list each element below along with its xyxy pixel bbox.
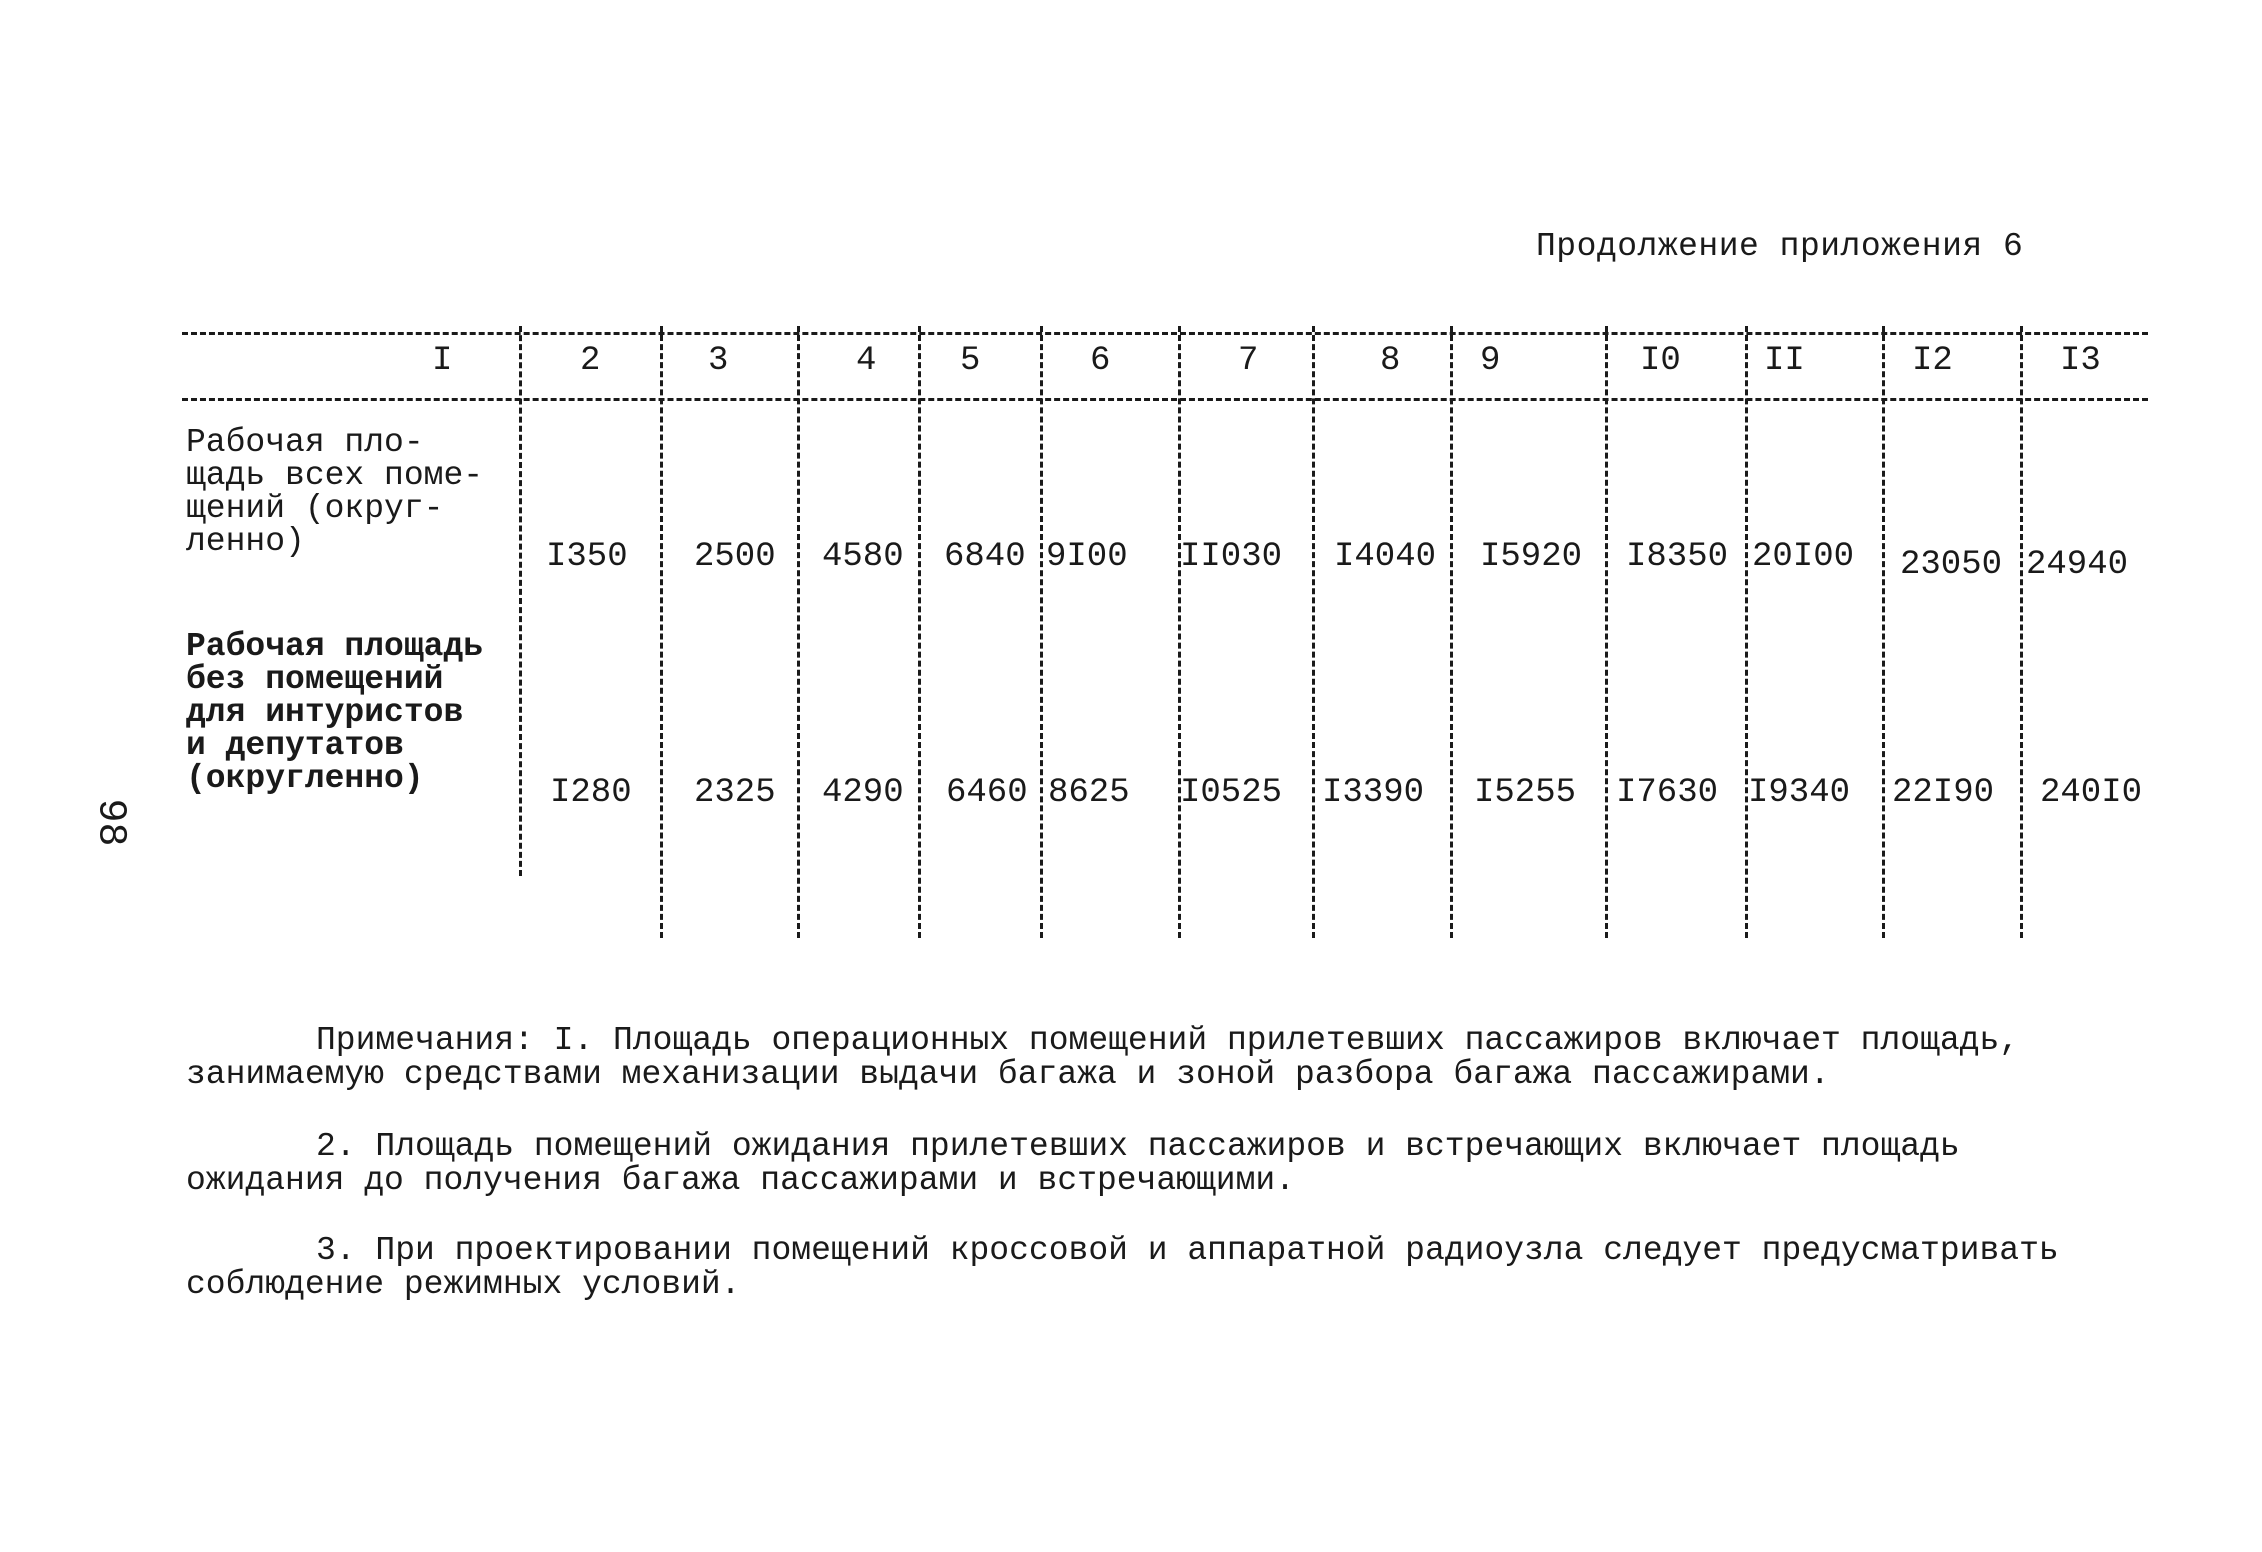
- col-divider: [1745, 326, 1748, 938]
- header-cell-12: I2: [1912, 342, 1953, 380]
- table-cell: I280: [550, 774, 632, 812]
- col-divider: [519, 326, 522, 876]
- header-cell-2: 2: [580, 342, 601, 380]
- col-divider: [660, 326, 663, 938]
- table-cell: I9340: [1748, 774, 1851, 812]
- header-cell-7: 7: [1238, 342, 1259, 380]
- table-cell: 2500: [694, 538, 776, 576]
- header-cell-6: 6: [1090, 342, 1111, 380]
- table-cell: 22I90: [1892, 774, 1995, 812]
- table-cell: I4040: [1334, 538, 1437, 576]
- row-label-total-area: Рабочая пло- щадь всех поме- щений (округ- ленно): [186, 424, 484, 560]
- table-cell: 6460: [946, 774, 1028, 812]
- note-3: 3. При проектировании помещений кроссовой и аппаратной радиоузла следует предусматривать соблюдение режимных условий.: [186, 1232, 2059, 1303]
- col-divider: [797, 326, 800, 938]
- table-cell: 6840: [944, 538, 1026, 576]
- header-cell-3: 3: [708, 342, 729, 380]
- col-divider: [2020, 326, 2023, 938]
- header-cell-4: 4: [856, 342, 877, 380]
- col-divider: [1040, 326, 1043, 938]
- table-cell: 8625: [1048, 774, 1130, 812]
- table-cell: II030: [1180, 538, 1283, 576]
- header-cell-10: I0: [1640, 342, 1681, 380]
- table-cell: I5255: [1474, 774, 1577, 812]
- table-cell: 9I00: [1046, 538, 1128, 576]
- header-cell-11: II: [1764, 342, 1805, 380]
- header-cell-1: I: [432, 342, 453, 380]
- header-cell-9: 9: [1480, 342, 1501, 380]
- col-divider: [1312, 326, 1315, 938]
- table-cell: I3390: [1322, 774, 1425, 812]
- page-number: 98: [87, 798, 133, 847]
- col-divider: [1605, 326, 1608, 938]
- table-cell: I350: [546, 538, 628, 576]
- table-cell: I5920: [1480, 538, 1583, 576]
- table-cell: I7630: [1616, 774, 1719, 812]
- row-label-area-without-special: Рабочая площадь без помещений для интуристов и депутатов (округленно): [186, 628, 484, 797]
- table-cell: I8350: [1626, 538, 1729, 576]
- table-cell: 2325: [694, 774, 776, 812]
- table-cell: 24940: [2026, 546, 2129, 584]
- table-cell: 20I00: [1752, 538, 1855, 576]
- col-divider: [1178, 326, 1181, 938]
- note-1: Примечания: I. Площадь операционных помещений прилетевших пассажиров включает площадь, занимаемую средствами механизации выдачи багажа и зоной разбора багажа пассажирами.: [186, 1022, 2020, 1093]
- header-cell-8: 8: [1380, 342, 1401, 380]
- header-cell-5: 5: [960, 342, 981, 380]
- table-top-border: [182, 332, 2148, 335]
- table-cell: I0525: [1180, 774, 1283, 812]
- table-cell: 4580: [822, 538, 904, 576]
- table-header-border: [182, 398, 2148, 401]
- col-divider: [1882, 326, 1885, 938]
- continuation-title: Продолжение приложения 6: [1536, 228, 2024, 265]
- note-2: 2. Площадь помещений ожидания прилетевших пассажиров и встречающих включает площадь ожидания до получения багажа пассажирами и встречающими.: [186, 1128, 1960, 1199]
- table-cell: 240I0: [2040, 774, 2143, 812]
- table-cell: 4290: [822, 774, 904, 812]
- col-divider: [918, 326, 921, 938]
- table-cell: 23050: [1900, 546, 2003, 584]
- col-divider: [1450, 326, 1453, 938]
- header-cell-13: I3: [2060, 342, 2101, 380]
